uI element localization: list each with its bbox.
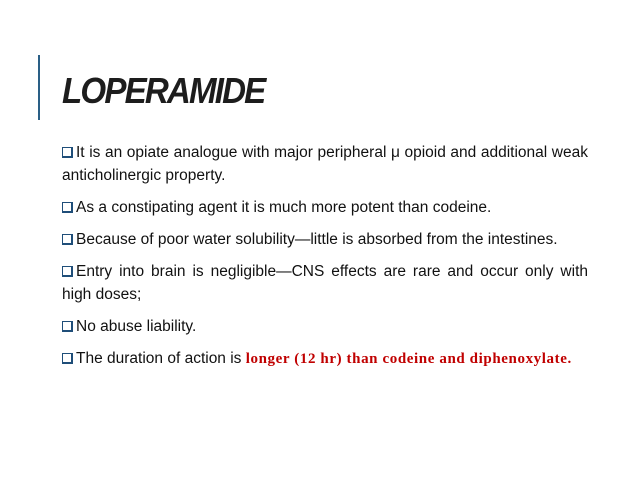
square-bullet-icon bbox=[62, 234, 73, 245]
slide-title: LOPERAMIDE bbox=[62, 70, 265, 111]
square-bullet-icon bbox=[62, 147, 73, 158]
bullet-item bbox=[62, 260, 588, 306]
square-bullet-icon bbox=[62, 266, 73, 277]
bullet-text: No abuse liability. bbox=[76, 318, 197, 335]
bullet-item bbox=[62, 141, 588, 187]
square-bullet-icon bbox=[62, 321, 73, 332]
bullet-item bbox=[62, 228, 588, 251]
bullet-text: Because of poor water solubility—little is absorbed from the intestines. bbox=[76, 231, 558, 248]
bullet-text: It is an opiate analogue with major peripheral μ opioid and additional weak anticholinergic property. bbox=[62, 144, 588, 184]
highlighted-text: longer (12 hr) than codeine and diphenoxylate. bbox=[245, 351, 572, 367]
square-bullet-icon bbox=[62, 353, 73, 364]
bullet-item bbox=[62, 315, 588, 338]
title-accent-bar bbox=[38, 55, 40, 120]
bullet-item bbox=[62, 196, 588, 219]
bullet-list bbox=[62, 141, 588, 380]
square-bullet-icon bbox=[62, 202, 73, 213]
bullet-text: As a constipating agent it is much more potent than codeine. bbox=[76, 199, 492, 216]
bullet-text: The duration of action is bbox=[76, 350, 246, 367]
bullet-item bbox=[62, 347, 588, 371]
bullet-text: Entry into brain is negligible—CNS effects are rare and occur only with high doses; bbox=[62, 263, 588, 303]
